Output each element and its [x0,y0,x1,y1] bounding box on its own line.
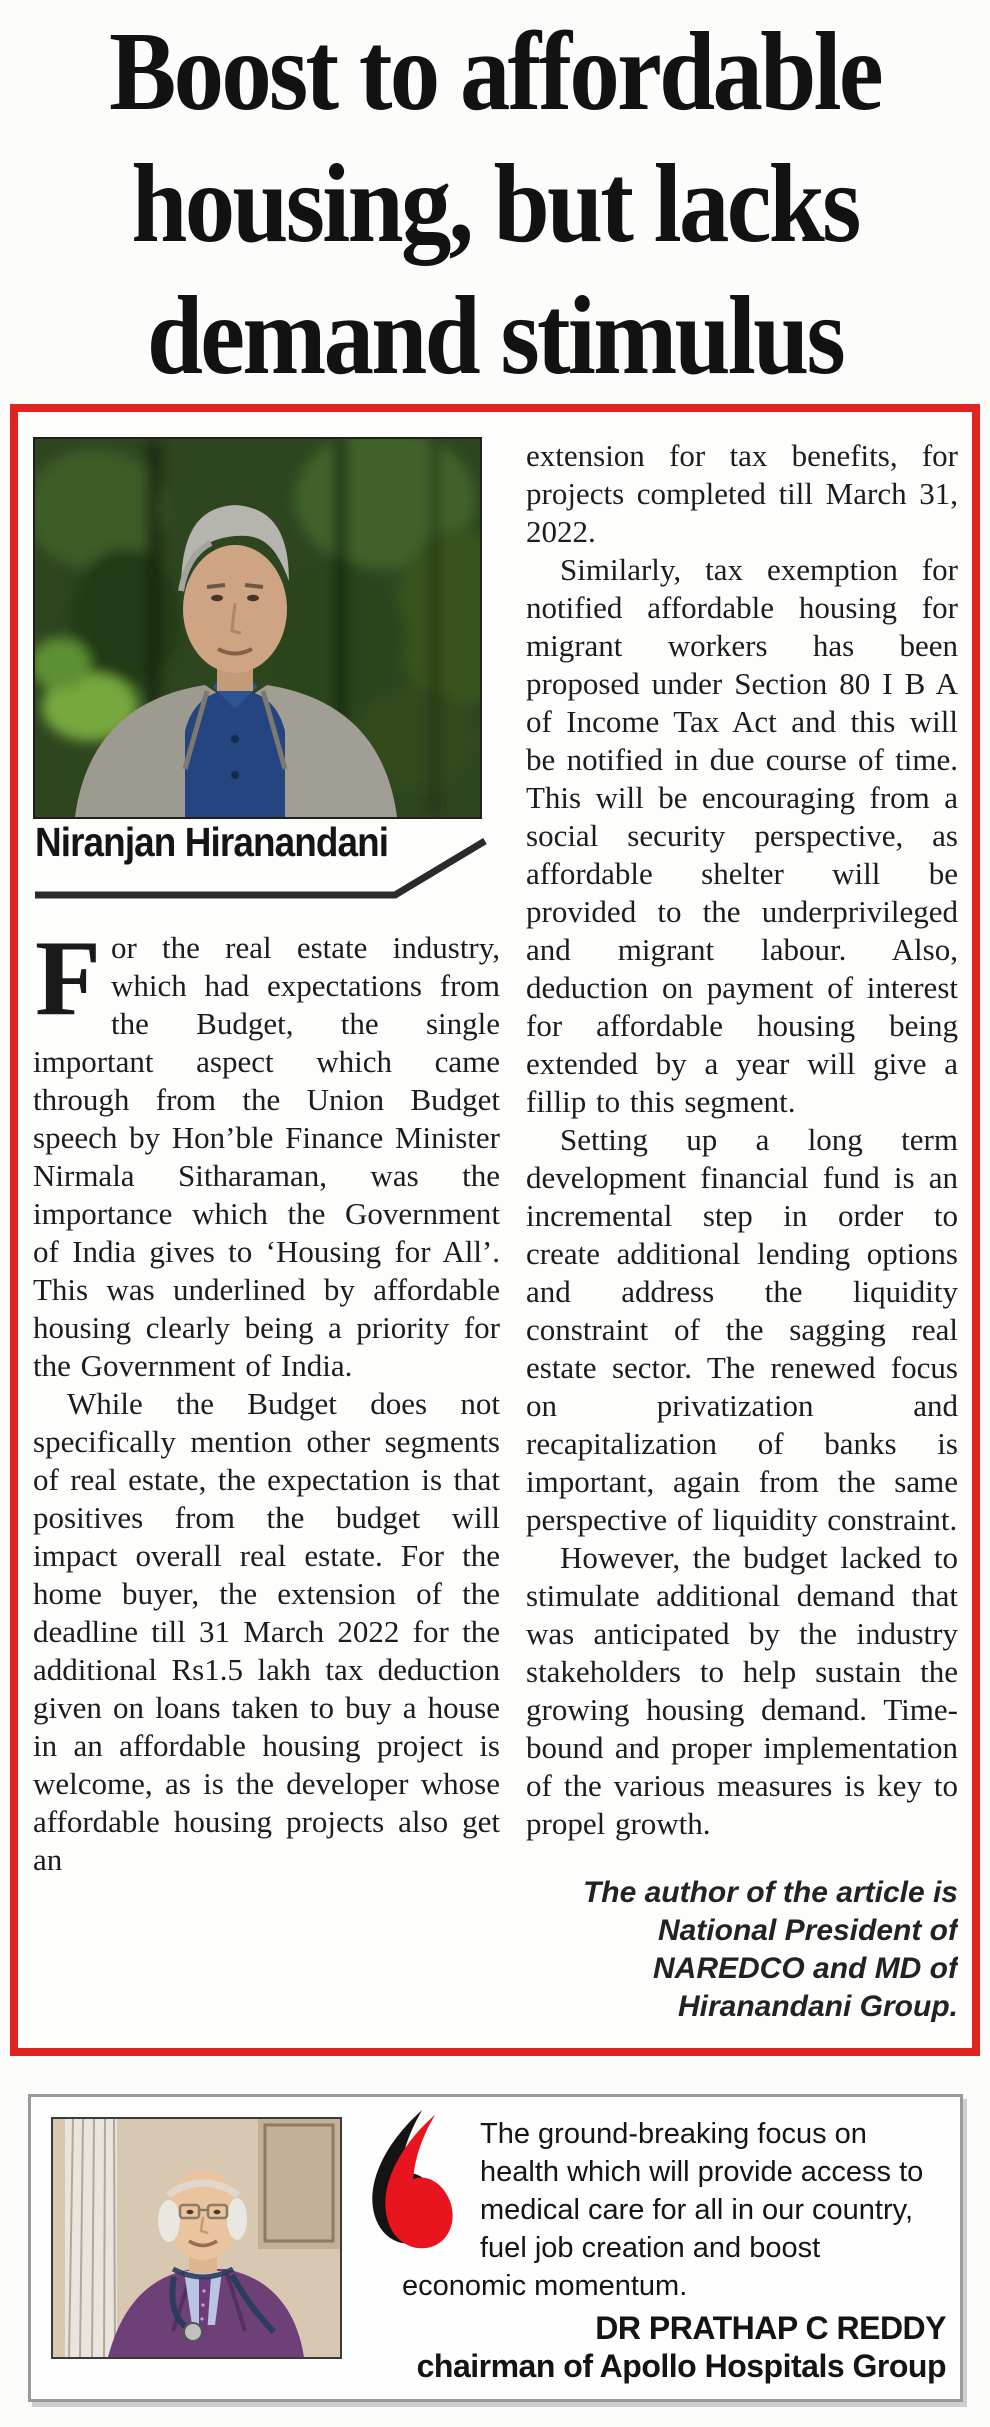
author-credit: The author of the article is National President of NAREDCO and MD of Hiranandani Group. [582,1876,958,2023]
paragraph-1 [33,919,500,1385]
article-column-left [33,437,500,2048]
drop-cap: F [35,919,101,1038]
paragraph-5: Setting up a long term development financial fund is an incremental step in order to create additional lending options and address the liquidity constraint of the sagging real estate sector. The renewed focus on privatization and recapitalization of banks is important, again from the same perspective of liquidity constraint. [526,1122,958,1537]
headline-line-3: demand stimulus [146,274,844,398]
paragraph-3: extension for tax benefits, for projects completed till March 31, 2022. [526,438,958,549]
headline [0,0,990,404]
headline-line-2: housing, but lacks [131,142,859,266]
article-column-right [526,437,958,2048]
quote-mark-icon [346,2109,458,2257]
quote-attribution-name: DR PRATHAP C REDDY [595,2310,946,2346]
author-photo-figure [33,437,500,929]
article-box [10,404,980,2056]
prathap-reddy-photo [51,2117,342,2359]
headline-line-1: Boost to affordable [109,10,881,134]
paragraph-4: Similarly, tax exemption for notified affordable housing for migrant workers has been proposed under Section 80 I B A of Income Tax Act and this will be notified in due course of time. This will be encouraging from a social security perspective, as affordable shelter will be provided to the underprivileged and migrant labour. Also, deduction on payment of interest for affordable housing being extended by a year will give a fillip to this segment. [526,552,958,1119]
photo-caption: Niranjan Hiranandani [35,819,389,865]
quote-box [28,2094,963,2402]
quote-text: The ground-breaking focus on health which will provide access to medical care for all in our country, fuel job creation and boost economic momentum. [402,2118,924,2302]
quote-attribution-title: chairman of Apollo Hospitals Group [416,2348,946,2384]
paragraph-2: While the Budget does not specifically mention other segments of real estate, the expectation is that positives from the budget will impact overall real estate. For the home buyer, the extension of the deadline till 31 March 2022 for the additional Rs1.5 lakh tax deduction given on loans taken to buy a house in an affordable housing project is welcome, as is the developer whose affordable housing projects also get an [33,1386,500,1877]
paragraph-1-text: or the real estate industry, which had expectations from the Budget, the single important aspect which came through from the Union Budget speech by Hon’ble Finance Minister Nirmala Sitharaman, was the importance which the Government of India gives to ‘Housing for All’. This was underlined by affordable housing clearly being a priority for the Government of India. [33,930,500,1383]
niranjan-hiranandani-photo [33,437,482,819]
paragraph-6: However, the budget lacked to stimulate additional demand that was anticipated by the industry stakeholders to help sustain the growing housing demand. Time-bound and proper implementation of the various measures is key to propel growth. [526,1540,958,1841]
caption-rule-line [33,837,498,901]
